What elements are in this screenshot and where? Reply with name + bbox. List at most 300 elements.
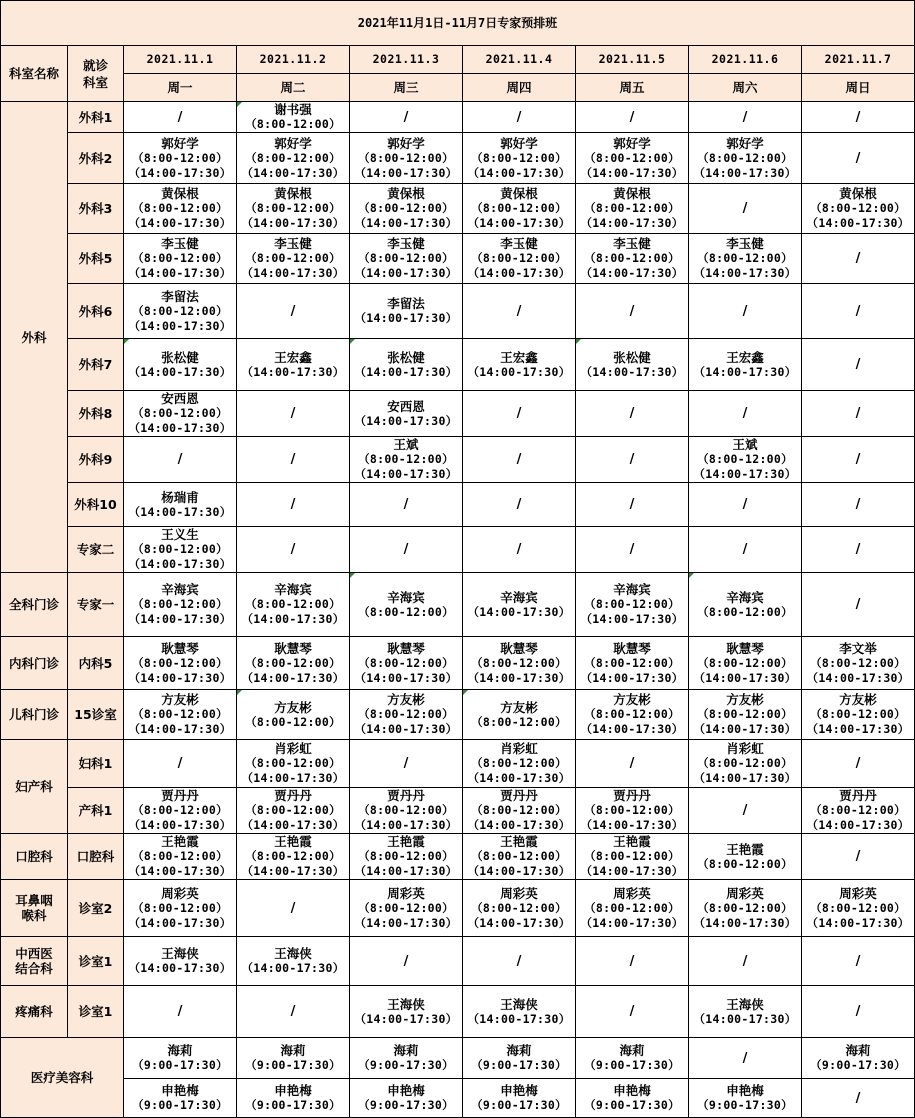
schedule-cell xyxy=(237,788,350,834)
schedule-cell xyxy=(237,184,350,234)
doctor-name: 方友彬 xyxy=(839,692,877,707)
table-row xyxy=(1,880,915,937)
schedule-cell xyxy=(237,637,350,690)
schedule-cell xyxy=(237,1079,350,1118)
time-slot: （14:00-17:30） xyxy=(693,722,797,736)
empty-slot: / xyxy=(516,497,522,512)
doctor-name: 申艳梅 xyxy=(387,1083,425,1098)
room-cell: 外科1 xyxy=(68,102,124,133)
schedule-cell xyxy=(576,184,689,234)
schedule-cell xyxy=(576,637,689,690)
schedule-cell xyxy=(576,284,689,339)
schedule-cell xyxy=(350,133,463,184)
time-slot: （14:00-17:30） xyxy=(241,216,345,230)
time-slot: （8:00-12:00） xyxy=(132,655,228,670)
time-slot: （8:00-12:00） xyxy=(471,849,567,863)
doctor-name: 周彩英 xyxy=(613,885,651,901)
doctor-name: 李玉健 xyxy=(726,236,764,251)
schedule-cell xyxy=(689,234,802,284)
room-cell: 内科5 xyxy=(68,637,124,690)
time-slot: （14:00-17:30） xyxy=(241,864,345,878)
schedule-cell xyxy=(802,133,915,184)
doctor-name: 方友彬 xyxy=(387,692,425,707)
doctor-name: 王海侠 xyxy=(274,946,312,961)
schedule-cell xyxy=(124,284,237,339)
room-cell: 外科6 xyxy=(68,284,124,339)
table-row xyxy=(1,437,915,483)
empty-slot: / xyxy=(855,849,861,864)
room-cell: 专家二 xyxy=(68,527,124,573)
doctor-name: 王艳霞 xyxy=(726,841,764,857)
room-cell: 外科5 xyxy=(68,234,124,284)
time-slot: （8:00-12:00） xyxy=(810,803,906,817)
schedule-cell xyxy=(689,880,802,937)
empty-slot: / xyxy=(290,900,296,916)
weekday-header-5: 周五 xyxy=(576,74,689,102)
schedule-cell xyxy=(350,1079,463,1118)
empty-slot: / xyxy=(855,597,861,612)
doctor-name: 王斌 xyxy=(393,437,419,452)
schedule-cell xyxy=(576,234,689,284)
date-header-2: 2021.11.2 xyxy=(237,46,350,74)
schedule-cell xyxy=(689,937,802,986)
time-slot: （14:00-17:30） xyxy=(467,771,571,785)
doctor-name: 李玉健 xyxy=(161,236,199,251)
schedule-cell xyxy=(350,637,463,690)
schedule-cell xyxy=(463,483,576,527)
room-header xyxy=(68,46,124,102)
time-slot: （14:00-17:30） xyxy=(241,364,345,379)
time-slot: （14:00-17:30） xyxy=(128,864,232,878)
time-slot: （8:00-12:00） xyxy=(810,707,906,721)
schedule-cell xyxy=(802,527,915,573)
doctor-name: 海莉 xyxy=(167,1043,193,1058)
empty-slot: / xyxy=(742,803,748,818)
doctor-name: 耿慧琴 xyxy=(500,640,538,656)
time-slot: （8:00-12:00） xyxy=(584,803,680,817)
schedule-cell xyxy=(237,740,350,788)
doctor-name: 黄保根 xyxy=(161,186,199,201)
schedule-cell xyxy=(576,391,689,437)
schedule-cell xyxy=(576,834,689,880)
time-slot: （8:00-12:00） xyxy=(132,900,228,915)
table-row xyxy=(1,690,915,740)
time-slot: （14:00-17:30） xyxy=(806,216,910,230)
doctor-name: 方友彬 xyxy=(274,699,312,715)
schedule-cell xyxy=(124,740,237,788)
time-slot: （14:00-17:30） xyxy=(580,722,684,736)
doctor-name: 王艳霞 xyxy=(613,834,651,849)
room-cell: 外科8 xyxy=(68,391,124,437)
empty-slot: / xyxy=(629,303,635,319)
time-slot: （14:00-17:30） xyxy=(128,722,232,736)
doctor-name: 李留法 xyxy=(387,296,425,311)
empty-slot: / xyxy=(403,756,409,771)
schedule-cell xyxy=(350,284,463,339)
empty-slot: / xyxy=(855,251,861,266)
time-slot: （14:00-17:30） xyxy=(806,670,910,685)
time-slot: （8:00-12:00） xyxy=(471,150,567,165)
schedule-cell xyxy=(237,102,350,133)
time-slot: （14:00-17:30） xyxy=(467,1011,571,1026)
schedule-cell xyxy=(237,880,350,937)
empty-slot: / xyxy=(290,1004,296,1019)
schedule-cell xyxy=(237,937,350,986)
schedule-cell xyxy=(237,573,350,637)
schedule-cell xyxy=(124,437,237,483)
time-slot: （8:00-12:00） xyxy=(697,452,793,466)
dept-name: 儿科门诊 xyxy=(8,707,59,722)
time-slot: （14:00-17:30） xyxy=(354,364,458,379)
room-header-text: 就诊科室 xyxy=(82,57,108,90)
room-cell: 诊室1 xyxy=(68,986,124,1038)
schedule-cell xyxy=(463,102,576,133)
time-slot: （9:00-17:30） xyxy=(810,1058,906,1072)
schedule-cell xyxy=(350,740,463,788)
schedule-cell xyxy=(689,834,802,880)
dept-name: 妇产科 xyxy=(15,779,53,794)
empty-slot: / xyxy=(516,542,522,557)
empty-slot: / xyxy=(403,953,409,969)
table-row xyxy=(1,339,915,391)
schedule-cell xyxy=(463,1079,576,1118)
time-slot: （14:00-17:30） xyxy=(467,216,571,230)
time-slot: （9:00-17:30） xyxy=(358,1058,454,1072)
doctor-name: 安西恩 xyxy=(161,391,199,406)
schedule-cell xyxy=(124,573,237,637)
empty-slot: / xyxy=(516,109,522,125)
time-slot: （8:00-12:00） xyxy=(697,856,793,871)
schedule-cell xyxy=(576,573,689,637)
doctor-name: 张松健 xyxy=(613,349,651,365)
empty-slot: / xyxy=(855,1004,861,1019)
doctor-name: 周彩英 xyxy=(839,885,877,901)
schedule-cell xyxy=(802,234,915,284)
doctor-name: 肖彩虹 xyxy=(726,741,764,756)
room-cell: 诊室1 xyxy=(68,937,124,986)
doctor-name: 辛海宾 xyxy=(161,582,199,597)
doctor-name: 肖彩虹 xyxy=(500,741,538,756)
time-slot: （14:00-17:30） xyxy=(467,818,571,832)
doctor-name: 张松健 xyxy=(161,349,199,365)
schedule-cell xyxy=(689,437,802,483)
empty-slot: / xyxy=(629,953,635,969)
time-slot: （14:00-17:30） xyxy=(354,915,458,930)
room-cell: 专家一 xyxy=(68,573,124,637)
doctor-name: 郭好学 xyxy=(387,135,425,151)
schedule-cell xyxy=(689,391,802,437)
time-slot: （14:00-17:30） xyxy=(241,165,345,180)
schedule-cell xyxy=(576,740,689,788)
doctor-name: 王海侠 xyxy=(500,996,538,1012)
time-slot: （14:00-17:30） xyxy=(354,864,458,878)
room-cell: 产科1 xyxy=(68,788,124,834)
empty-slot: / xyxy=(855,1090,861,1106)
schedule-cell xyxy=(350,483,463,527)
doctor-name: 黄保根 xyxy=(500,186,538,201)
time-slot: （14:00-17:30） xyxy=(693,670,797,685)
empty-slot: / xyxy=(516,406,522,421)
time-slot: （8:00-12:00） xyxy=(471,900,567,915)
doctor-name: 郭好学 xyxy=(161,135,199,151)
time-slot: （14:00-17:30） xyxy=(128,915,232,930)
doctor-name: 海莉 xyxy=(506,1043,532,1058)
schedule-cell xyxy=(576,1079,689,1118)
room-cell: 15诊室 xyxy=(68,690,124,740)
schedule-cell xyxy=(463,339,576,391)
time-slot: （8:00-12:00） xyxy=(358,604,454,619)
doctor-name: 李玉健 xyxy=(500,236,538,251)
schedule-cell xyxy=(689,102,802,133)
weekday-header-6: 周六 xyxy=(689,74,802,102)
time-slot: （14:00-17:30） xyxy=(693,915,797,930)
schedule-cell xyxy=(350,527,463,573)
doctor-name: 海莉 xyxy=(619,1043,645,1058)
schedule-cell xyxy=(802,788,915,834)
time-slot: （14:00-17:30） xyxy=(806,818,910,832)
table-row xyxy=(1,573,915,637)
doctor-name: 方友彬 xyxy=(726,692,764,707)
schedule-cell xyxy=(576,690,689,740)
time-slot: （14:00-17:30） xyxy=(580,266,684,280)
table-row xyxy=(1,284,915,339)
schedule-cell xyxy=(576,133,689,184)
table-row xyxy=(1,133,915,184)
empty-slot: / xyxy=(290,497,296,512)
schedule-cell xyxy=(576,527,689,573)
schedule-cell xyxy=(802,986,915,1038)
table-row xyxy=(1,184,915,234)
time-slot: （14:00-17:30） xyxy=(241,771,345,785)
empty-slot: / xyxy=(177,1004,183,1019)
doctor-name: 耿慧琴 xyxy=(161,640,199,656)
doctor-name: 海莉 xyxy=(845,1043,871,1058)
doctor-name: 贾丹丹 xyxy=(387,788,425,803)
schedule-cell xyxy=(237,834,350,880)
schedule-cell xyxy=(124,483,237,527)
doctor-name: 方友彬 xyxy=(161,692,199,707)
time-slot: （14:00-17:30） xyxy=(580,165,684,180)
time-slot: （14:00-17:30） xyxy=(467,364,571,379)
time-slot: （14:00-17:30） xyxy=(693,771,797,785)
date-header-6: 2021.11.6 xyxy=(689,46,802,74)
time-slot: （14:00-17:30） xyxy=(354,413,458,428)
schedule-cell xyxy=(350,788,463,834)
time-slot: （8:00-12:00） xyxy=(358,201,454,215)
empty-slot: / xyxy=(855,150,861,166)
time-slot: （8:00-12:00） xyxy=(810,900,906,915)
schedule-cell xyxy=(463,284,576,339)
dept-cell xyxy=(1,880,68,937)
schedule-cell xyxy=(576,788,689,834)
doctor-name: 黄保根 xyxy=(839,186,877,201)
time-slot: （8:00-12:00） xyxy=(358,803,454,817)
doctor-name: 郭好学 xyxy=(613,135,651,151)
doctor-name: 方友彬 xyxy=(500,699,538,715)
time-slot: （14:00-17:30） xyxy=(580,216,684,230)
schedule-cell xyxy=(689,637,802,690)
doctor-name: 贾丹丹 xyxy=(613,788,651,803)
doctor-name: 辛海宾 xyxy=(274,582,312,597)
time-slot: （14:00-17:30） xyxy=(241,612,345,626)
time-slot: （8:00-12:00） xyxy=(471,803,567,817)
dept-name: 外科 xyxy=(21,329,47,345)
time-slot: （9:00-17:30） xyxy=(358,1098,454,1112)
schedule-cell xyxy=(124,880,237,937)
time-slot: （14:00-17:30） xyxy=(128,818,232,832)
time-slot: （8:00-12:00） xyxy=(245,117,341,131)
time-slot: （9:00-17:30） xyxy=(697,1098,793,1112)
table-row xyxy=(1,637,915,690)
time-slot: （8:00-12:00） xyxy=(245,849,341,863)
time-slot: （8:00-12:00） xyxy=(584,150,680,165)
table-row xyxy=(1,102,915,133)
schedule-cell xyxy=(124,339,237,391)
time-slot: （9:00-17:30） xyxy=(584,1098,680,1112)
weekday-header-2: 周二 xyxy=(237,74,350,102)
doctor-name: 王艳霞 xyxy=(161,834,199,849)
time-slot: （14:00-17:30） xyxy=(806,915,910,930)
time-slot: （14:00-17:30） xyxy=(354,216,458,230)
time-slot: （14:00-17:30） xyxy=(128,612,232,626)
doctor-name: 辛海宾 xyxy=(500,589,538,605)
time-slot: （8:00-12:00） xyxy=(245,714,341,729)
doctor-name: 李文举 xyxy=(839,640,877,656)
time-slot: （8:00-12:00） xyxy=(697,604,793,619)
schedule-cell xyxy=(463,437,576,483)
doctor-name: 王宏鑫 xyxy=(274,349,312,365)
empty-slot: / xyxy=(855,109,861,125)
doctor-name: 王海侠 xyxy=(726,996,764,1012)
empty-slot: / xyxy=(742,303,748,319)
room-cell: 诊室2 xyxy=(68,880,124,937)
schedule-cell xyxy=(802,184,915,234)
time-slot: （8:00-12:00） xyxy=(584,597,680,611)
schedule-cell xyxy=(576,339,689,391)
schedule-cell xyxy=(237,483,350,527)
time-slot: （14:00-17:30） xyxy=(128,364,232,379)
time-slot: （8:00-12:00） xyxy=(245,201,341,215)
time-slot: （8:00-12:00） xyxy=(245,655,341,670)
schedule-cell xyxy=(124,937,237,986)
schedule-cell xyxy=(463,880,576,937)
time-slot: （14:00-17:30） xyxy=(467,915,571,930)
table-row xyxy=(1,527,915,573)
empty-slot: / xyxy=(855,497,861,512)
date-header-5: 2021.11.5 xyxy=(576,46,689,74)
time-slot: （8:00-12:00） xyxy=(584,849,680,863)
doctor-name: 李留法 xyxy=(161,288,199,304)
time-slot: （14:00-17:30） xyxy=(128,557,232,571)
schedule-cell xyxy=(463,1038,576,1079)
schedule-cell xyxy=(124,834,237,880)
dept-cell xyxy=(1,637,68,690)
schedule-cell xyxy=(576,880,689,937)
time-slot: （14:00-17:30） xyxy=(693,266,797,280)
empty-slot: / xyxy=(516,452,522,467)
time-slot: （14:00-17:30） xyxy=(241,961,345,975)
empty-slot: / xyxy=(742,497,748,512)
dept-cell xyxy=(1,986,68,1038)
schedule-cell xyxy=(689,1038,802,1079)
time-slot: （8:00-12:00） xyxy=(132,251,228,265)
empty-slot: / xyxy=(629,1004,635,1019)
time-slot: （14:00-17:30） xyxy=(693,364,797,379)
time-slot: （8:00-12:00） xyxy=(358,452,454,466)
schedule-cell xyxy=(689,1079,802,1118)
empty-slot: / xyxy=(855,406,861,421)
table-row xyxy=(1,788,915,834)
empty-slot: / xyxy=(855,953,861,969)
time-slot: （8:00-12:00） xyxy=(132,542,228,556)
schedule-cell xyxy=(350,834,463,880)
table-row xyxy=(1,834,915,880)
time-slot: （14:00-17:30） xyxy=(128,670,232,685)
doctor-name: 辛海宾 xyxy=(613,582,651,597)
time-slot: （14:00-17:30） xyxy=(580,864,684,878)
schedule-cell xyxy=(802,437,915,483)
empty-slot: / xyxy=(855,452,861,467)
schedule-cell xyxy=(689,986,802,1038)
dept-name: 口腔科 xyxy=(15,849,53,864)
schedule-cell xyxy=(350,986,463,1038)
dept-cell xyxy=(1,834,68,880)
dept-name: 耳鼻咽喉科 xyxy=(15,893,53,923)
schedule-cell xyxy=(463,740,576,788)
time-slot: （14:00-17:30） xyxy=(241,670,345,685)
schedule-cell xyxy=(124,184,237,234)
time-slot: （9:00-17:30） xyxy=(132,1098,228,1112)
time-slot: （14:00-17:30） xyxy=(354,165,458,180)
time-slot: （8:00-12:00） xyxy=(132,303,228,318)
schedule-cell xyxy=(689,527,802,573)
schedule-cell xyxy=(576,986,689,1038)
time-slot: （8:00-12:00） xyxy=(245,251,341,265)
doctor-name: 耿慧琴 xyxy=(613,640,651,656)
time-slot: （8:00-12:00） xyxy=(697,150,793,165)
time-slot: （14:00-17:30） xyxy=(128,421,232,435)
doctor-name: 贾丹丹 xyxy=(274,788,312,803)
schedule-cell xyxy=(237,986,350,1038)
doctor-name: 辛海宾 xyxy=(726,589,764,605)
time-slot: （14:00-17:30） xyxy=(580,915,684,930)
table-row xyxy=(1,986,915,1038)
schedule-cell xyxy=(576,1038,689,1079)
schedule-cell xyxy=(802,339,915,391)
room-cell: 口腔科 xyxy=(68,834,124,880)
time-slot: （14:00-17:30） xyxy=(354,311,458,325)
time-slot: （8:00-12:00） xyxy=(132,707,228,721)
doctor-name: 周彩英 xyxy=(726,885,764,901)
schedule-cell xyxy=(124,133,237,184)
empty-slot: / xyxy=(742,201,748,216)
dept-name: 中西医结合科 xyxy=(15,946,53,976)
dept-name: 医疗美容科 xyxy=(30,1070,94,1085)
room-cell: 外科3 xyxy=(68,184,124,234)
doctor-name: 申艳梅 xyxy=(274,1083,312,1098)
time-slot: （8:00-12:00） xyxy=(132,849,228,863)
empty-slot: / xyxy=(742,406,748,421)
schedule-cell xyxy=(463,527,576,573)
schedule-cell xyxy=(350,937,463,986)
doctor-name: 王艳霞 xyxy=(274,834,312,849)
page-title: 2021年11月1日-11月7日专家预排班 xyxy=(1,1,915,46)
doctor-name: 申艳梅 xyxy=(613,1083,651,1098)
schedule-cell xyxy=(124,637,237,690)
schedule-cell xyxy=(237,391,350,437)
table-row xyxy=(1,1079,915,1118)
time-slot: （14:00-17:30） xyxy=(806,722,910,736)
